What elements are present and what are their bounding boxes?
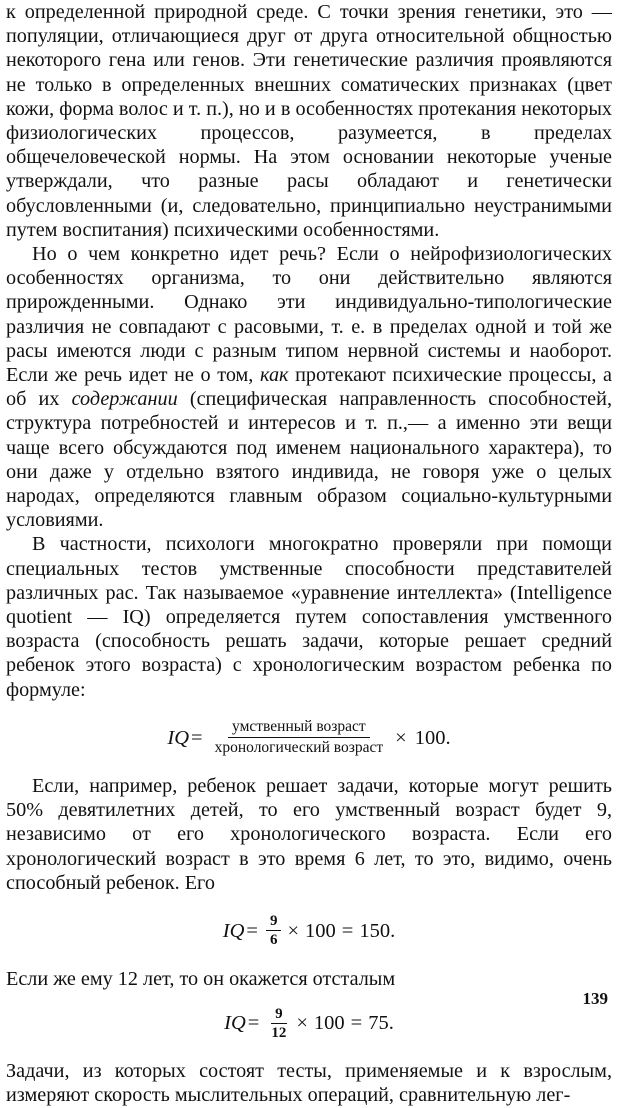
iq-formula-example-150 — [6, 903, 612, 959]
formula-result: 75 — [368, 1012, 389, 1035]
formula-fraction — [267, 1005, 290, 1042]
paragraph-2-part-1: Но о чем конкретно идет речь? Если о нейрофизиологических особенностях организма, то они действительно являются прирожденными. Однако эти индивидуально-типологические различия не совпадают с расовыми, т. е. в пределах одной и той же расы имеются люди с разным типом нервной системы и наоборот. Если же речь идет не о том, — [6, 243, 612, 387]
paragraph-5: Если же ему 12 лет, то он окажется отсталым — [6, 967, 396, 990]
body-text — [6, 0, 612, 1108]
book-page — [6, 0, 612, 1108]
paragraph-3: В частности, психологи многократно проверяли при помощи специальных тестов умственные способности представителей различных рас. Так называемое «уравнение интеллекта» (Intelligence quotient — IQ) определяется путем сопоставления умственного возраста (способность решать задачи, которые решает средний ребенок этого возраста) с хронологическим возрастом ребенка по формуле: — [6, 533, 612, 701]
formula-equals-2: = — [350, 1012, 363, 1035]
formula-multiplier: 100 — [414, 726, 446, 749]
emphasis-soderzhanii: содержании — [71, 388, 178, 411]
formula-equals: = — [247, 1012, 260, 1035]
iq-formula-general — [6, 710, 612, 766]
paragraph-6: Задачи, из которых состоят тесты, применяемые и к взрослым, измеряют скорость мыслительных операций, сравнительную лег- — [6, 1060, 612, 1107]
formula-period: . — [445, 726, 451, 749]
paragraph-1: к определенной природной среде. С точки зрения генетики, это — популяции, отличающиеся друг от друга относительной общностью некоторого гена или генов. Эти генетические различия проявляются не только в определенных внешних соматических признаках (цвет кожи, форма волос и т. п.), но и в особенностях протекания некоторых физиологических процессов, разумеется, в пределах общечеловеческой нормы. На этом основании некоторые ученые утверждали, что разные расы обладают и генетически обусловленными (и, следовательно, принципиально неустранимыми путем воспитания) психическими особенностями. — [6, 1, 612, 241]
emphasis-kak: как — [260, 364, 289, 387]
formula-fraction — [211, 717, 388, 758]
formula-lhs: IQ — [224, 1012, 246, 1035]
formula-multiplier: 100 — [313, 1012, 345, 1035]
formula-multiplier: 100 — [305, 919, 336, 942]
formula-period: . — [390, 919, 396, 942]
iq-formula-example-75 — [6, 995, 612, 1051]
fraction-denominator: 12 — [271, 1024, 287, 1041]
formula-equals: = — [246, 919, 258, 942]
formula-times: × — [395, 726, 407, 749]
paragraph-2-part-3: (специфическая направленность способностей, структура потребностей и интересов и т. п.,— а именно эти вещи чаще всего обсуждаются под именем национального характера), то они даже у отдельно взятого индивида, не говоря уже о целых народах, определяются главным образом социально-культурными условиями. — [6, 388, 612, 532]
fraction-numerator: 9 — [266, 912, 282, 931]
formula-fraction — [266, 912, 282, 949]
fraction-denominator: хронологический возраст — [214, 739, 384, 757]
formula-times: × — [287, 919, 300, 942]
formula-period: . — [388, 1012, 394, 1035]
formula-lhs: IQ — [167, 726, 190, 749]
paragraph-4: Если, например, ребенок решает задачи, которые могут решить 50% девятилетних детей, то его умственный возраст будет 9, независимо от его хронологического возраста. Если его хронологический возраст в это время 6 лет, то это, видимо, очень способный ребенок. Его — [6, 774, 612, 894]
formula-equals: = — [191, 726, 203, 749]
paragraph-2 — [6, 242, 612, 532]
paragraph-2-part-2: протекают психические процессы, а об их — [6, 364, 613, 411]
fraction-denominator: 6 — [269, 932, 278, 949]
formula-lhs: IQ — [222, 919, 245, 942]
fraction-numerator: умственный возраст — [228, 717, 370, 738]
page-number: 139 — [582, 989, 608, 1008]
fraction-numerator: 9 — [271, 1005, 287, 1024]
formula-result: 150 — [359, 919, 391, 942]
formula-equals-2: = — [341, 919, 354, 942]
formula-times: × — [296, 1012, 308, 1035]
